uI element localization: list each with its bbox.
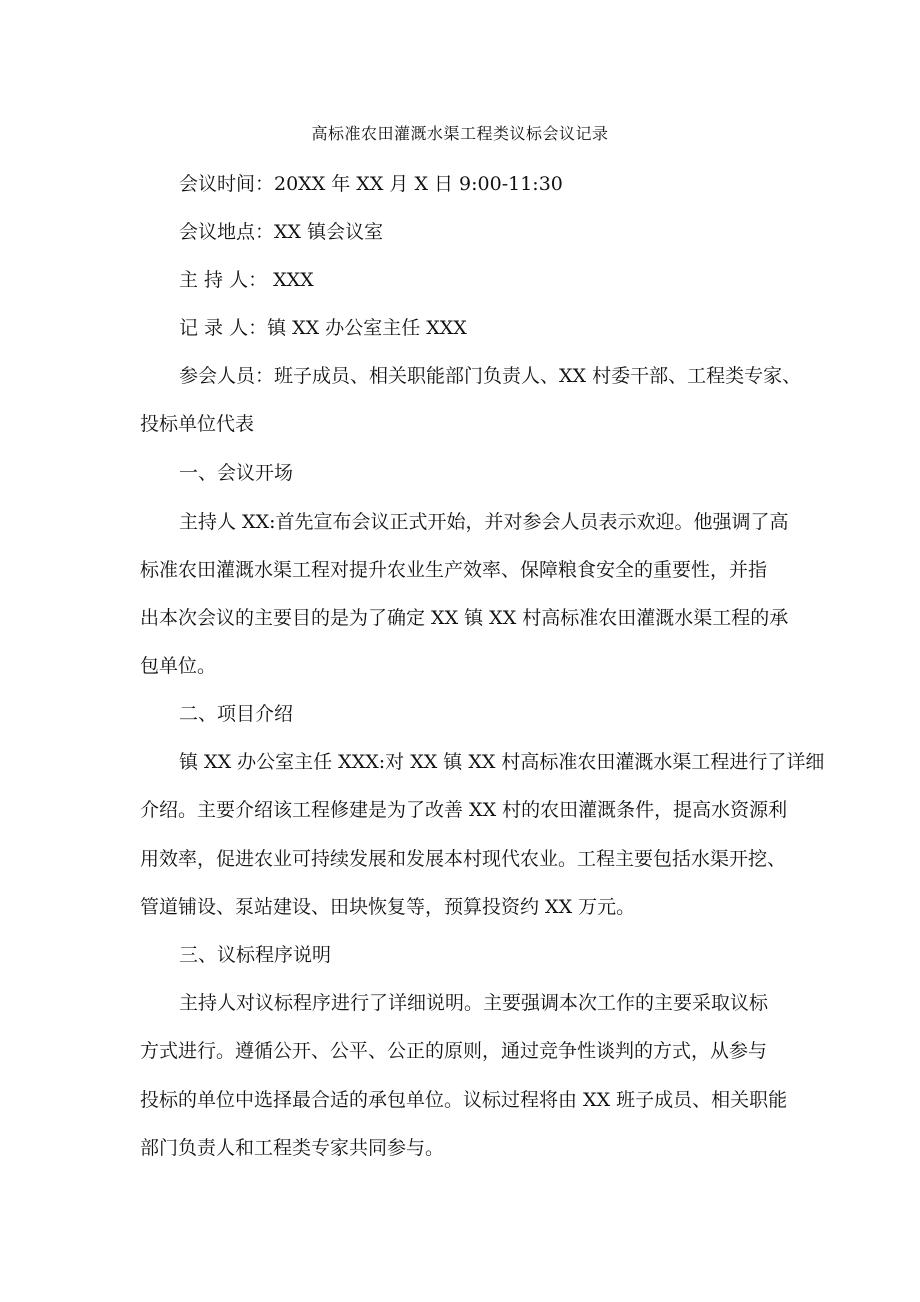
section-opening-line: 包单位。: [140, 655, 217, 677]
meeting-time: 会议时间：20XX 年 XX 月 X 日 9:00-11:30: [179, 173, 563, 195]
section-procedure-line: 部门负责人和工程类专家共同参与。: [140, 1137, 445, 1159]
section-procedure-line: 主持人对议标程序进行了详细说明。主要强调本次工作的主要采取议标: [179, 992, 769, 1014]
section-heading-opening: 一、会议开场: [179, 462, 294, 484]
section-project-line: 介绍。主要介绍该工程修建是为了改善 XX 村的农田灌溉条件，提高水资源利: [140, 799, 788, 821]
section-project-line: 用效率，促进农业可持续发展和发展本村现代农业。工程主要包括水渠开挖、: [140, 848, 787, 870]
section-heading-project: 二、项目介绍: [179, 703, 294, 725]
meeting-attendees: 参会人员：班子成员、相关职能部门负责人、XX 村委干部、工程类专家、: [179, 365, 802, 387]
meeting-attendees-continued: 投标单位代表: [140, 413, 255, 435]
section-opening-line: 出本次会议的主要目的是为了确定 XX 镇 XX 村高标准农田灌溉水渠工程的承: [140, 607, 789, 629]
meeting-host: 主 持 人： XXX: [179, 269, 314, 291]
section-procedure-line: 方式进行。遵循公开、公平、公正的原则，通过竞争性谈判的方式，从参与: [140, 1040, 768, 1062]
document-title: 高标准农田灌溉水渠工程类议标会议记录: [311, 124, 609, 143]
meeting-recorder: 记 录 人：镇 XX 办公室主任 XXX: [179, 317, 467, 339]
section-procedure-line: 投标的单位中选择最合适的承包单位。议标过程将由 XX 班子成员、相关职能: [140, 1089, 788, 1111]
meeting-place: 会议地点：XX 镇会议室: [179, 221, 384, 243]
section-heading-procedure: 三、议标程序说明: [179, 944, 332, 966]
section-project-line: 管道铺设、泵站建设、田块恢复等，预算投资约 XX 万元。: [140, 896, 636, 918]
section-opening-line: 主持人 XX:首先宣布会议正式开始，并对参会人员表示欢迎。他强调了高: [179, 511, 789, 533]
section-opening-line: 标准农田灌溉水渠工程对提升农业生产效率、保障粮食安全的重要性，并指: [140, 559, 768, 581]
section-project-line: 镇 XX 办公室主任 XXX:对 XX 镇 XX 村高标准农田灌溉水渠工程进行了详细: [179, 751, 825, 773]
